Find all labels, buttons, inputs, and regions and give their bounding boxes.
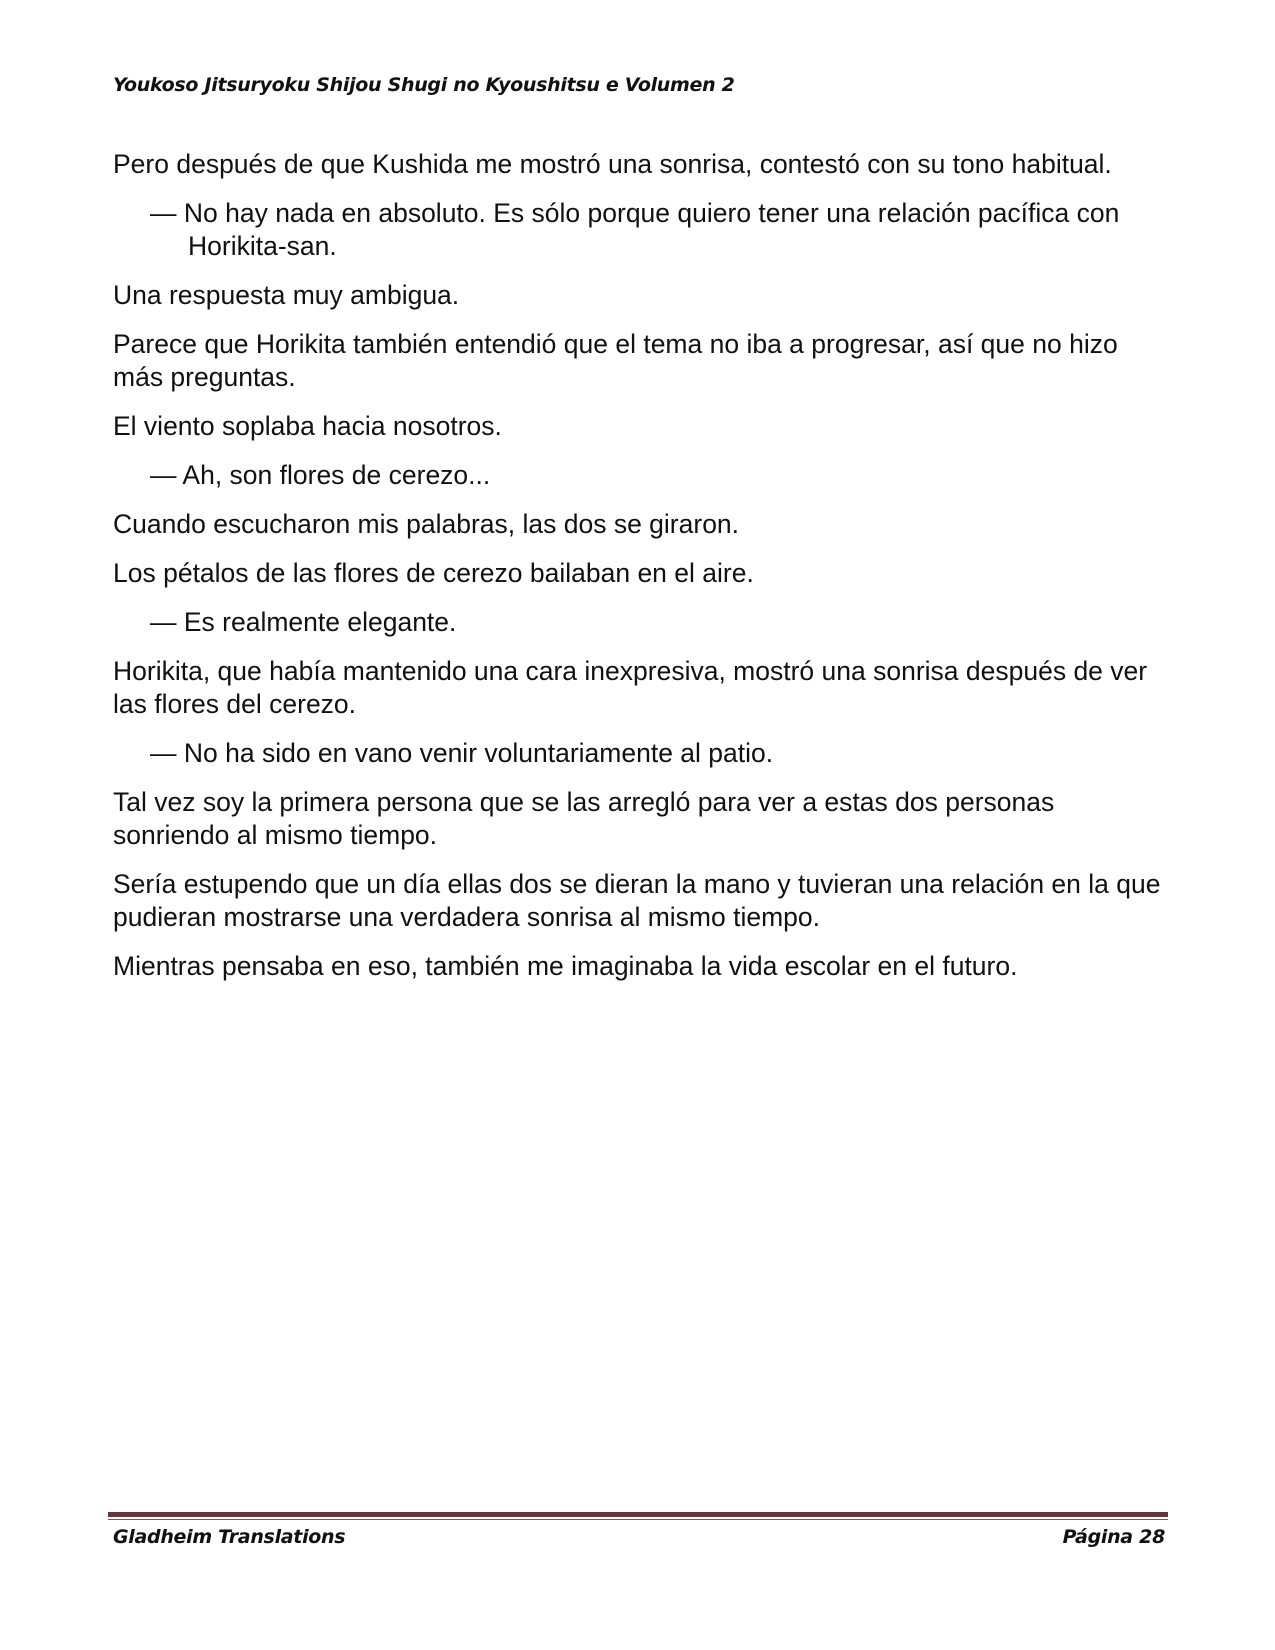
dialogue-line: — Es realmente elegante. xyxy=(150,607,457,637)
paragraph: Mientras pensaba en eso, también me imaginaba la vida escolar en el futuro. xyxy=(113,951,1018,981)
paragraph: Parece que Horikita también entendió que el tema no iba a progresar, así que no hizo más preguntas. xyxy=(113,329,1118,392)
page-number: Página 28 xyxy=(1062,1526,1165,1548)
body-text xyxy=(113,148,1173,999)
paragraph: Cuando escucharon mis palabras, las dos se giraron. xyxy=(113,509,740,539)
paragraph: Una respuesta muy ambigua. xyxy=(113,280,460,310)
footer-translator: Gladheim Translations xyxy=(113,1526,346,1548)
page-footer xyxy=(113,1526,1165,1548)
footer-divider-thin xyxy=(108,1519,1168,1520)
running-header: Youkoso Jitsuryoku Shijou Shugi no Kyoushitsu e Volumen 2 xyxy=(113,74,735,96)
paragraph: Horikita, que había mantenido una cara inexpresiva, mostró una sonrisa después de ver las flores del cerezo. xyxy=(113,656,1148,719)
dialogue-line: — No ha sido en vano venir voluntariamente al patio. xyxy=(150,738,774,768)
footer-divider-thick xyxy=(108,1512,1168,1517)
dialogue-line: — Ah, son flores de cerezo... xyxy=(150,460,491,490)
paragraph: Tal vez soy la primera persona que se las arregló para ver a estas dos personas sonriendo al mismo tiempo. xyxy=(113,787,1055,850)
footer-divider xyxy=(108,1512,1168,1518)
paragraph: Pero después de que Kushida me mostró una sonrisa, contestó con su tono habitual. xyxy=(113,149,1112,179)
paragraph: Sería estupendo que un día ellas dos se dieran la mano y tuvieran una relación en la que pudieran mostrarse una verdadera sonrisa al mismo tiempo. xyxy=(113,869,1161,932)
paragraph: El viento soplaba hacia nosotros. xyxy=(113,411,502,441)
dialogue-line: — No hay nada en absoluto. Es sólo porque quiero tener una relación pacífica con Horikita-san. xyxy=(150,198,1120,261)
paragraph: Los pétalos de las flores de cerezo bailaban en el aire. xyxy=(113,558,754,588)
